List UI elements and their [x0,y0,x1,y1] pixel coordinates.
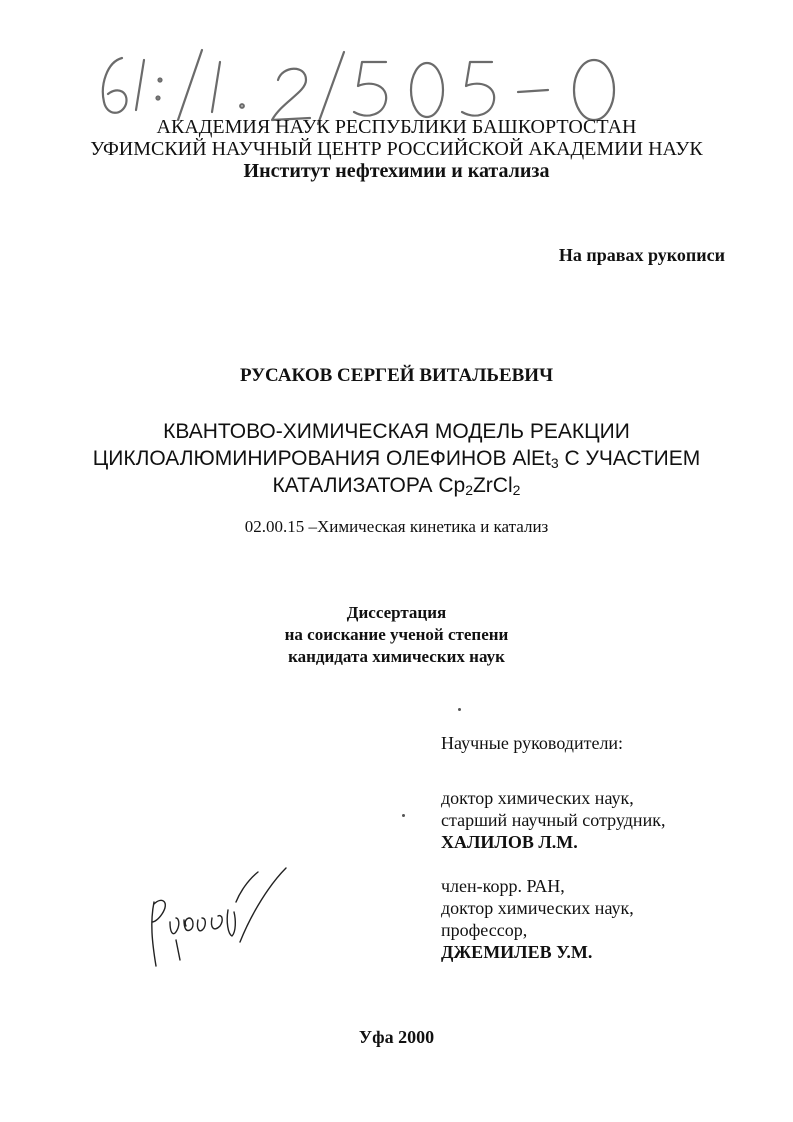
supervisor-1-position: старший научный сотрудник, [441,810,666,830]
title-line-3 [0,472,793,499]
manuscript-rights-note: На правах рукописи [558,245,725,265]
title-line-3-text: КАТАЛИЗАТОРА Cp [272,474,466,497]
supervisor-1-name: ХАЛИЛОВ Л.М. [441,832,578,852]
title-line-2-text-end: С УЧАСТИЕМ [558,447,701,470]
scan-speck [402,814,405,817]
supervisor-2-name: ДЖЕМИЛЕВ У.М. [441,942,593,962]
thesis-title [0,418,793,499]
supervisors-heading: Научные руководители: [441,733,624,753]
degree-name: кандидата химических наук [288,647,505,666]
author-name: РУСАКОВ СЕРГЕЙ ВИТАЛЬЕВИЧ [239,365,554,386]
supervisor-2-degree: доктор химических наук, [441,898,634,918]
title-subscript: 3 [550,455,559,471]
title-line-2 [0,445,793,472]
title-line-3-text-mid: ZrCl [472,474,513,497]
supervisor-2-title: профессор, [441,920,528,940]
title-line-2-text: ЦИКЛОАЛЮМИНИРОВАНИЯ ОЛЕФИНОВ AlEt [92,447,551,470]
handwritten-signature [140,862,300,972]
supervisor-1-degree: доктор химических наук, [441,788,634,808]
specialty-code: 02.00.15 –Химическая кинетика и катализ [244,517,549,536]
place-and-year: Уфа 2000 [358,1027,435,1047]
title-subscript: 2 [512,482,521,498]
supervisor-2-membership: член-корр. РАН, [441,876,565,896]
dissertation-label: Диссертация [346,603,447,622]
institute-name: Институт нефтехимии и катализа [243,160,550,182]
degree-purpose: на соискание ученой степени [284,625,509,644]
title-subscript: 2 [465,482,473,498]
scan-speck [458,708,461,711]
title-line-1: КВАНТОВО-ХИМИЧЕСКАЯ МОДЕЛЬ РЕАКЦИИ [163,420,630,443]
academy-name: АКАДЕМИЯ НАУК РЕСПУБЛИКИ БАШКОРТОСТАН [156,116,637,138]
research-center-name: УФИМСКИЙ НАУЧНЫЙ ЦЕНТР РОССИЙСКОЙ АКАДЕМИИ НАУК [90,138,703,160]
